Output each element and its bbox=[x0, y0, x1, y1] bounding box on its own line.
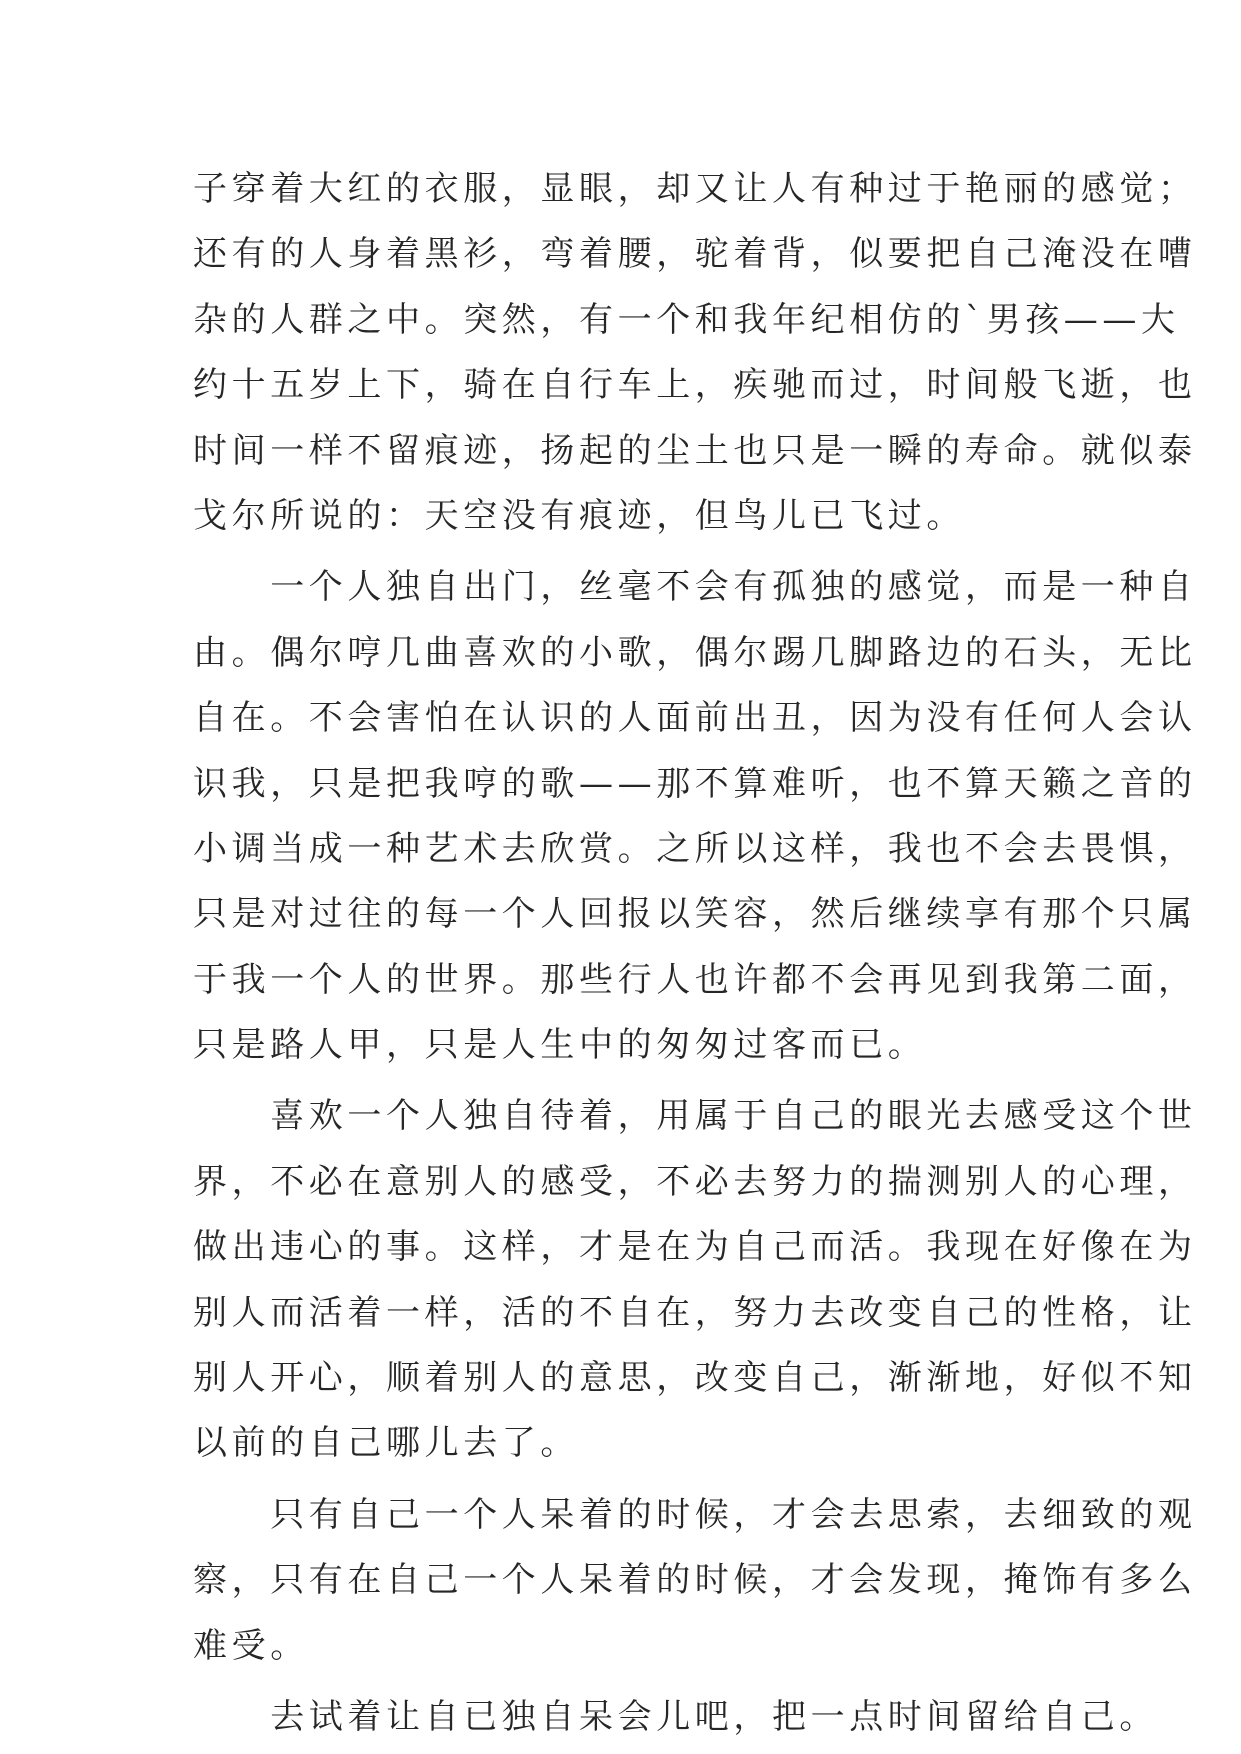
text-line: 还有的人身着黑衫，弯着腰，驼着背，似要把自己淹没在嘈 bbox=[193, 234, 1197, 275]
text-line: 杂的人群之中。突然，有一个和我年纪相仿的`男孩——大 bbox=[193, 299, 1180, 340]
text-line: 约十五岁上下，骑在自行车上，疾驰而过，时间般飞逝，也 bbox=[193, 365, 1197, 406]
text-line: 做出违心的事。这样，才是在为自己而活。我现在好像在为 bbox=[193, 1227, 1197, 1268]
text-line: 难受。 bbox=[193, 1625, 309, 1666]
paragraph bbox=[193, 1483, 1197, 1679]
text-line: 只是路人甲，只是人生中的匆匆过客而已。 bbox=[193, 1025, 927, 1066]
text-line: 一个人独自出门，丝毫不会有孤独的感觉，而是一种自 bbox=[193, 567, 1197, 608]
text-line: 于我一个人的世界。那些行人也许都不会再见到我第二面， bbox=[193, 959, 1197, 1000]
text-line: 识我，只是把我哼的歌——那不算难听，也不算天籁之音的 bbox=[193, 763, 1197, 804]
text-line: 只是对过往的每一个人回报以笑容，然后继续享有那个只属 bbox=[193, 894, 1197, 935]
text-line: 以前的自己哪儿去了。 bbox=[193, 1423, 579, 1464]
text-line: 自在。不会害怕在认识的人面前出丑，因为没有任何人会认 bbox=[193, 698, 1197, 739]
text-line: 察，只有在自己一个人呆着的时候，才会发现，掩饰有多么 bbox=[193, 1560, 1197, 1601]
text-line: 小调当成一种艺术去欣赏。之所以这样，我也不会去畏惧， bbox=[193, 828, 1197, 869]
document-body bbox=[193, 157, 1197, 1750]
text-line: 别人而活着一样，活的不自在，努力去改变自己的性格，让 bbox=[193, 1292, 1197, 1333]
text-line: 别人开心，顺着别人的意思，改变自己，渐渐地，好似不知 bbox=[193, 1358, 1197, 1399]
paragraph bbox=[193, 555, 1197, 1078]
paragraph bbox=[193, 1084, 1197, 1476]
text-line: 去试着让自已独自呆会儿吧，把一点时间留给自己。 bbox=[193, 1696, 1158, 1737]
text-line: 子穿着大红的衣服，显眼，却又让人有种过于艳丽的感觉； bbox=[193, 169, 1197, 209]
paragraph bbox=[193, 157, 1197, 549]
text-line: 界，不必在意别人的感受，不必去努力的揣测别人的心理， bbox=[193, 1161, 1197, 1202]
text-line: 由。偶尔哼几曲喜欢的小歌，偶尔踢几脚路边的石头，无比 bbox=[193, 632, 1197, 673]
text-line: 只有自己一个人呆着的时候，才会去思索，去细致的观 bbox=[193, 1494, 1197, 1535]
paragraph bbox=[193, 1685, 1158, 1750]
text-line: 喜欢一个人独自待着，用属于自己的眼光去感受这个世 bbox=[193, 1096, 1197, 1137]
text-line: 时间一样不留痕迹，扬起的尘土也只是一瞬的寿命。就似泰 bbox=[193, 430, 1197, 471]
text-line: 戈尔所说的：天空没有痕迹，但鸟儿已飞过。 bbox=[193, 495, 965, 536]
